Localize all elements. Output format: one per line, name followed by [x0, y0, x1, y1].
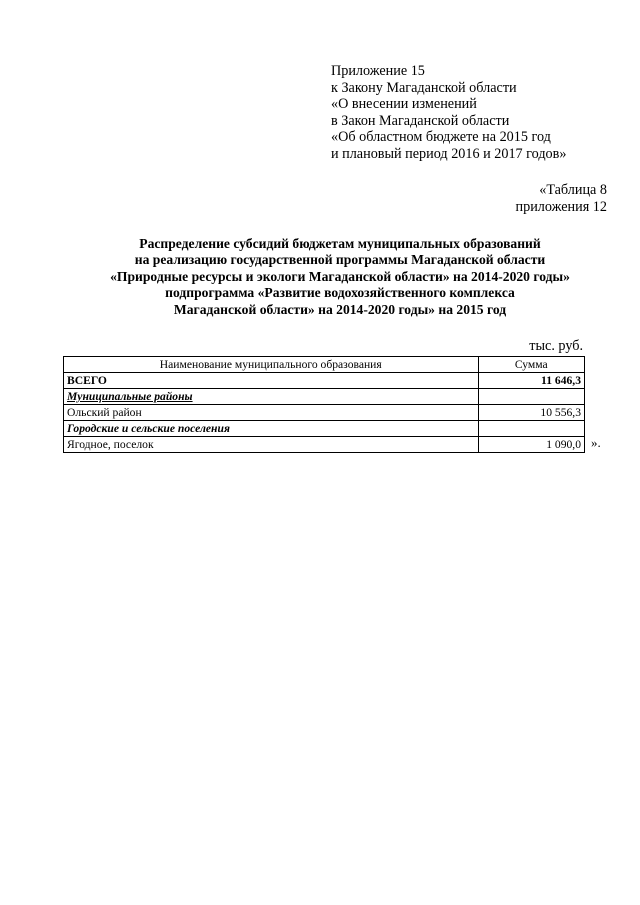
table-row [64, 405, 585, 421]
row-sum: 1 090,0 [478, 437, 585, 453]
table-row-total [64, 373, 585, 389]
row-name: ВСЕГО [64, 373, 479, 389]
table-row-section [64, 421, 585, 437]
section-name: Муниципальные районы [64, 389, 479, 405]
table-row-section [64, 389, 585, 405]
title-line: на реализацию государственной программы Магаданской области [134, 252, 546, 268]
header-name: Наименование муниципального образования [64, 357, 479, 373]
row-name: Ягодное, поселок [64, 437, 479, 453]
table-reference-line: приложения 12 [515, 198, 607, 215]
title-line: Распределение субсидий бюджетам муниципальных образований [139, 236, 541, 251]
row-name: Ольский район [64, 405, 479, 421]
row-sum [478, 421, 585, 437]
table-reference [516, 182, 607, 215]
header-sum: Сумма [478, 357, 585, 373]
unit-label: тыс. руб. [529, 338, 583, 354]
table-reference-line: «Таблица 8 [539, 182, 607, 198]
title-line: Магаданской области» на 2014-2020 годы» на 2015 год [173, 301, 507, 317]
appendix-reference [331, 63, 566, 163]
appendix-line: «Об областном бюджете на 2015 год [331, 129, 551, 146]
appendix-line: в Закон Магаданской области [331, 112, 510, 129]
table-header-row [64, 357, 585, 373]
document-title [40, 236, 640, 318]
table-row [64, 437, 585, 453]
appendix-line: «О внесении изменений [331, 96, 477, 113]
section-name: Городские и сельские поселения [64, 421, 479, 437]
title-line: «Природные ресурсы и экологи Магаданской области» на 2014-2020 годы» [110, 268, 570, 284]
appendix-line: и плановый период 2016 и 2017 годов» [331, 145, 567, 162]
subsidy-table [63, 356, 585, 453]
appendix-line: к Закону Магаданской области [331, 79, 517, 96]
row-sum: 10 556,3 [478, 405, 585, 421]
closing-quote-mark: ». [591, 435, 601, 450]
row-sum: 11 646,3 [478, 373, 585, 389]
title-line: подпрограмма «Развитие водохозяйственного комплекса [165, 285, 515, 301]
appendix-line: Приложение 15 [331, 63, 425, 79]
row-sum [478, 389, 585, 405]
